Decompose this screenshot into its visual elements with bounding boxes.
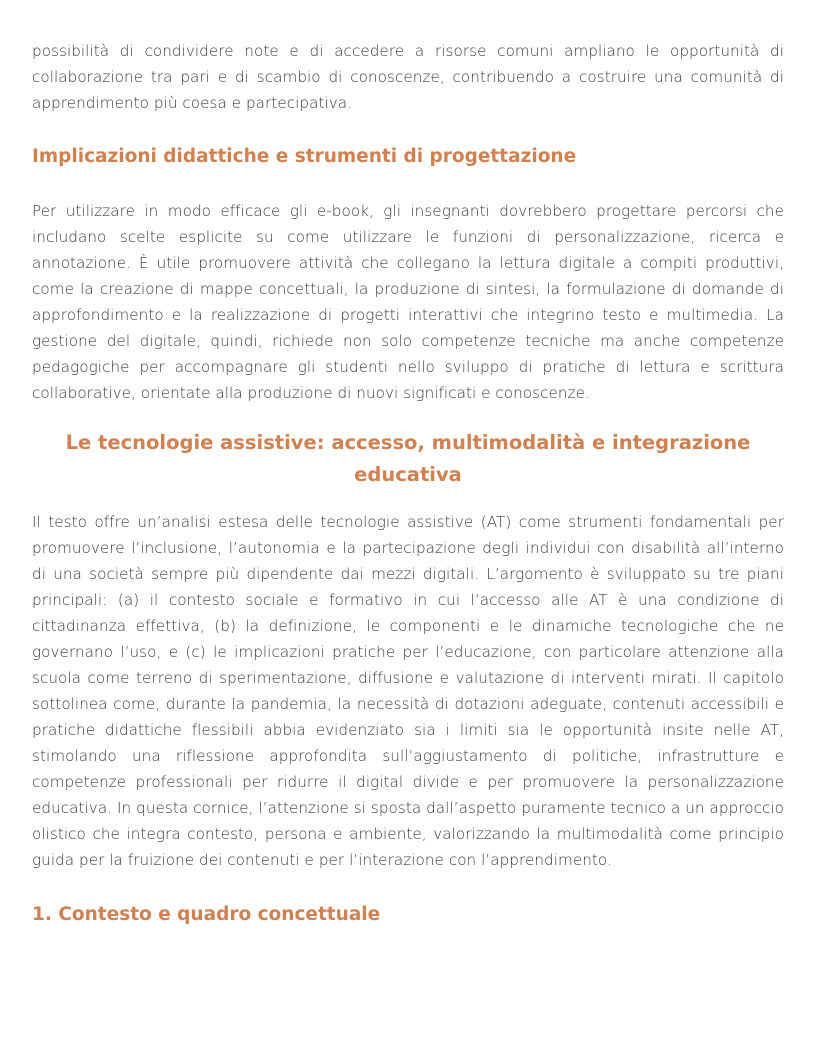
paragraph-assistive-technologies: Il testo offre un’analisi estesa delle tecnologie assistive (AT) come strumenti fondamentali per promuovere l’inclusione, l’autonomia e la partecipazione degli individui con disabilità all’interno di una società sempre più dipendente dai mezzi digitali. L’argomento è sviluppato su tre piani principali: (a) il contesto sociale e formativo in cui l’accesso alle AT è una condizione di cittadinanza effettiva, (b) la definizione, le componenti e le dinamiche tecnologiche che ne governano l’uso, e (c) le implicazioni pratiche per l’educazione, con particolare attenzione alla scuola come terreno di sperimentazione, diffusione e valutazione di interventi mirati. Il capitolo sottolinea come, durante la pandemia, la necessità di dotazioni adeguate, contenuti accessibili e pratiche didattiche flessibili abbia evidenziato sia i limiti sia le opportunità insite nelle AT, stimolando una riflessione approfondita sull’aggiustamento di politiche, infrastrutture e competenze professionali per ridurre il digital divide e per promuovere la personalizzazione educativa. In questa cornice, l’attenzione si sposta dall’aspetto puramente tecnico a un approccio olistico che integra contesto, persona e ambiente, valorizzando la multimodalità come principio guida per la fruizione dei contenuti e per l’interazione con l’apprendimento. xyxy=(32,513,784,869)
heading-implications: Implicazioni didattiche e strumenti di progettazione xyxy=(32,146,577,167)
document-page xyxy=(32,38,784,928)
heading-assistive-technologies: Le tecnologie assistive: accesso, multimodalità e integrazione educativa xyxy=(65,431,751,486)
paragraph-intro-continuation: possibilità di condividere note e di accedere a risorse comuni ampliano le opportunità di collaborazione tra pari e di scambio di conoscenze, contribuendo a costruire una comunità di apprendimento più coesa e partecipativa. xyxy=(32,42,784,112)
heading-context: 1. Contesto e quadro concettuale xyxy=(32,904,381,925)
paragraph-implications: Per utilizzare in modo efficace gli e-book, gli insegnanti dovrebbero progettare percorsi che includano scelte esplicite su come utilizzare le funzioni di personalizzazione, ricerca e annotazione. È utile promuovere attività che collegano la lettura digitale a compiti produttivi, come la creazione di mappe concettuali, la produzione di sintesi, la formulazione di domande di approfondimento e la realizzazione di progetti interattivi che integrino testo e multimedia. La gestione del digitale, quindi, richiede non solo competenze tecniche ma anche competenze pedagogiche per accompagnare gli studenti nello sviluppo di pratiche di lettura e scrittura collaborative, orientate alla produzione di nuovi significati e conoscenze. xyxy=(32,202,784,402)
